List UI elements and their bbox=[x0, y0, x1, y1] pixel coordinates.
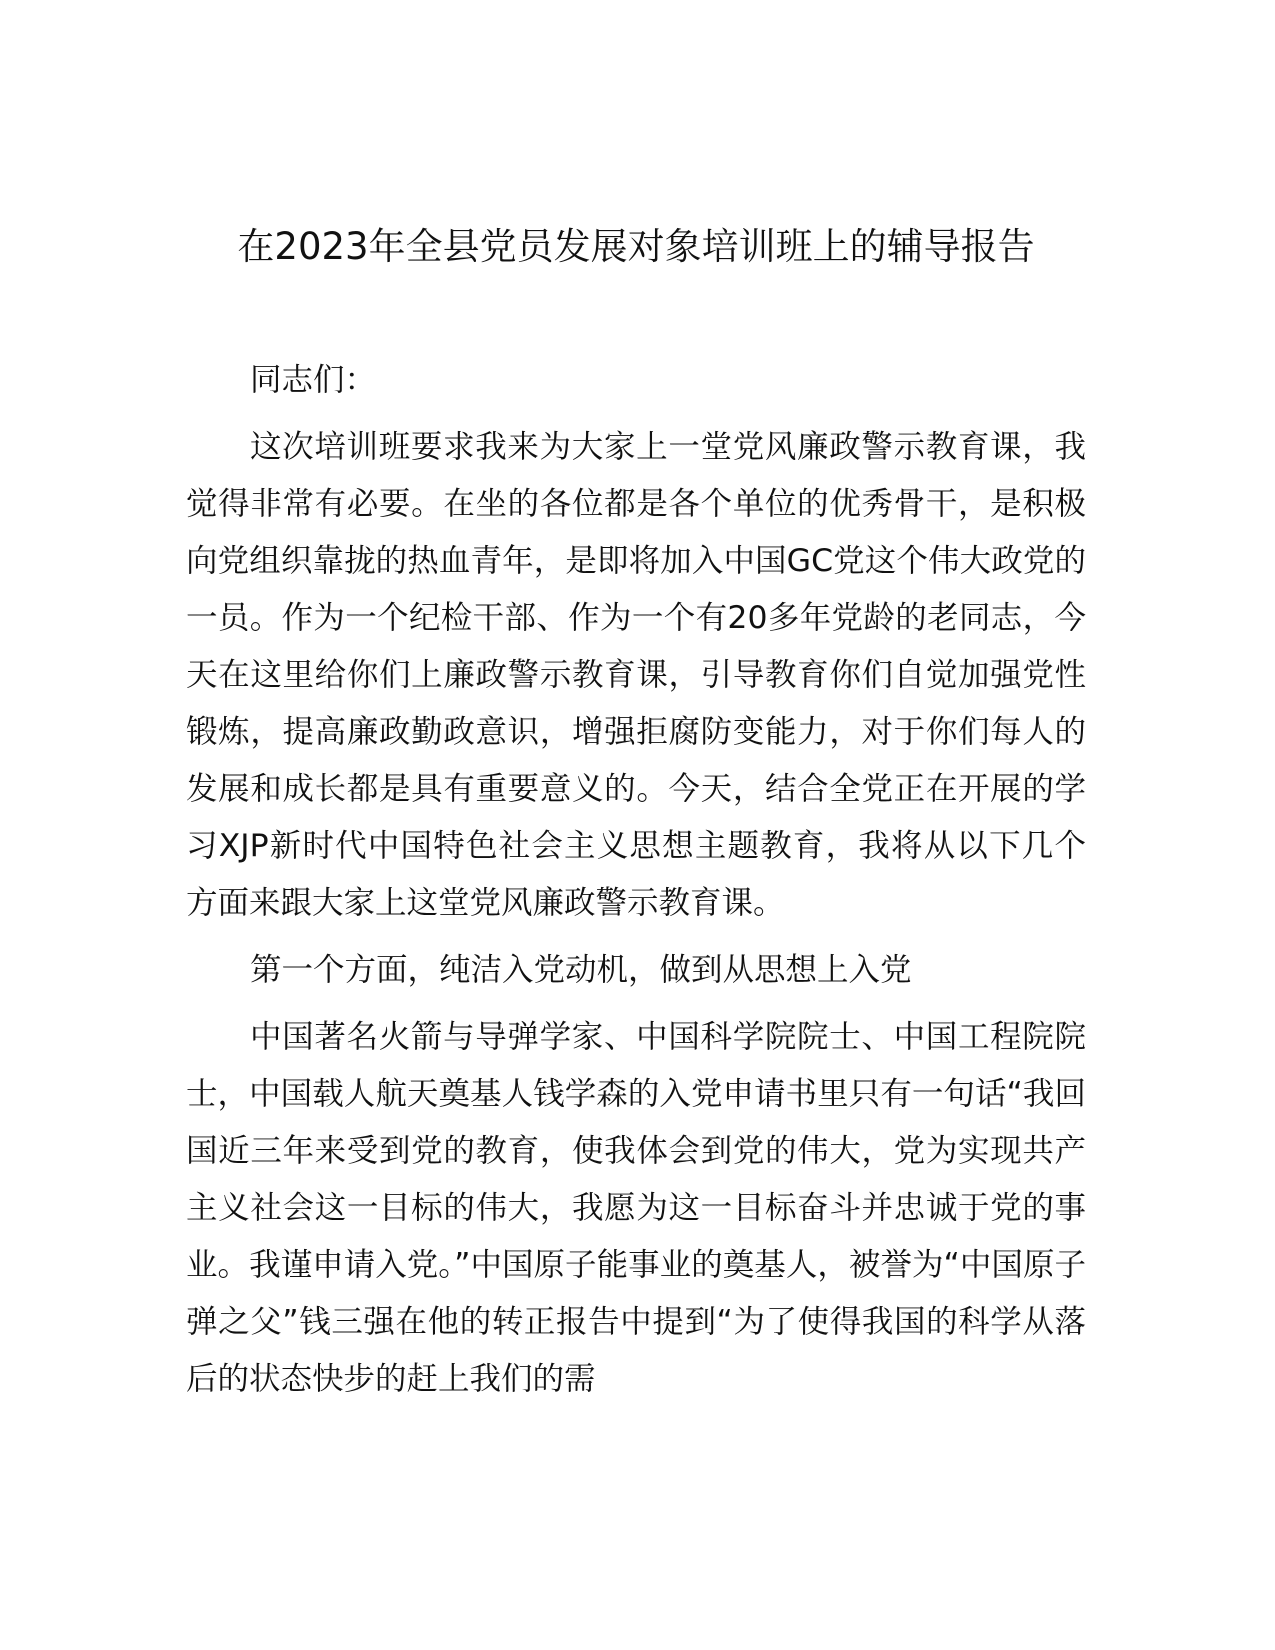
document-title: 在2023年全县党员发展对象培训班上的辅导报告 bbox=[237, 225, 1035, 268]
salutation-paragraph: 同志们： bbox=[250, 362, 377, 398]
intro-paragraph: 这次培训班要求我来为大家上一堂党风廉政警示教育课，我觉得非常有必要。在坐的各位都是各个单位的优秀骨干，是积极向党组织靠拢的热血青年，是即将加入中国GC党这个伟大政党的一员。作为一个纪检干部、作为一个有20多年党龄的老同志，今天在这里给你们上廉政警示教育课，引导教育你们自觉加强党性锻炼，提高廉政勤政意识，增强拒腐防变能力，对于你们每人的发展和成长都是具有重要意义的。今天，结合全党正在开展的学习XJP新时代中国特色社会主义思想主题教育，我将从以下几个方面来跟大家上这堂党风廉政警示教育课。 bbox=[186, 429, 1086, 921]
section-heading-paragraph: 第一个方面，纯洁入党动机，做到从思想上入党 bbox=[250, 952, 912, 988]
document-body bbox=[186, 352, 1086, 1418]
body-paragraph: 中国著名火箭与导弹学家、中国科学院院士、中国工程院院士，中国载人航天奠基人钱学森的入党申请书里只有一句话“我回国近三年来受到党的教育，使我体会到党的伟大，党为实现共产主义社会这一目标的伟大，我愿为这一目标奋斗并忠诚于党的事业。我谨申请入党。”中国原子能事业的奠基人，被誉为“中国原子弹之父”钱三强在他的转正报告中提到“为了使得我国的科学从落后的状态快步的赶上我们的需 bbox=[186, 1019, 1086, 1397]
